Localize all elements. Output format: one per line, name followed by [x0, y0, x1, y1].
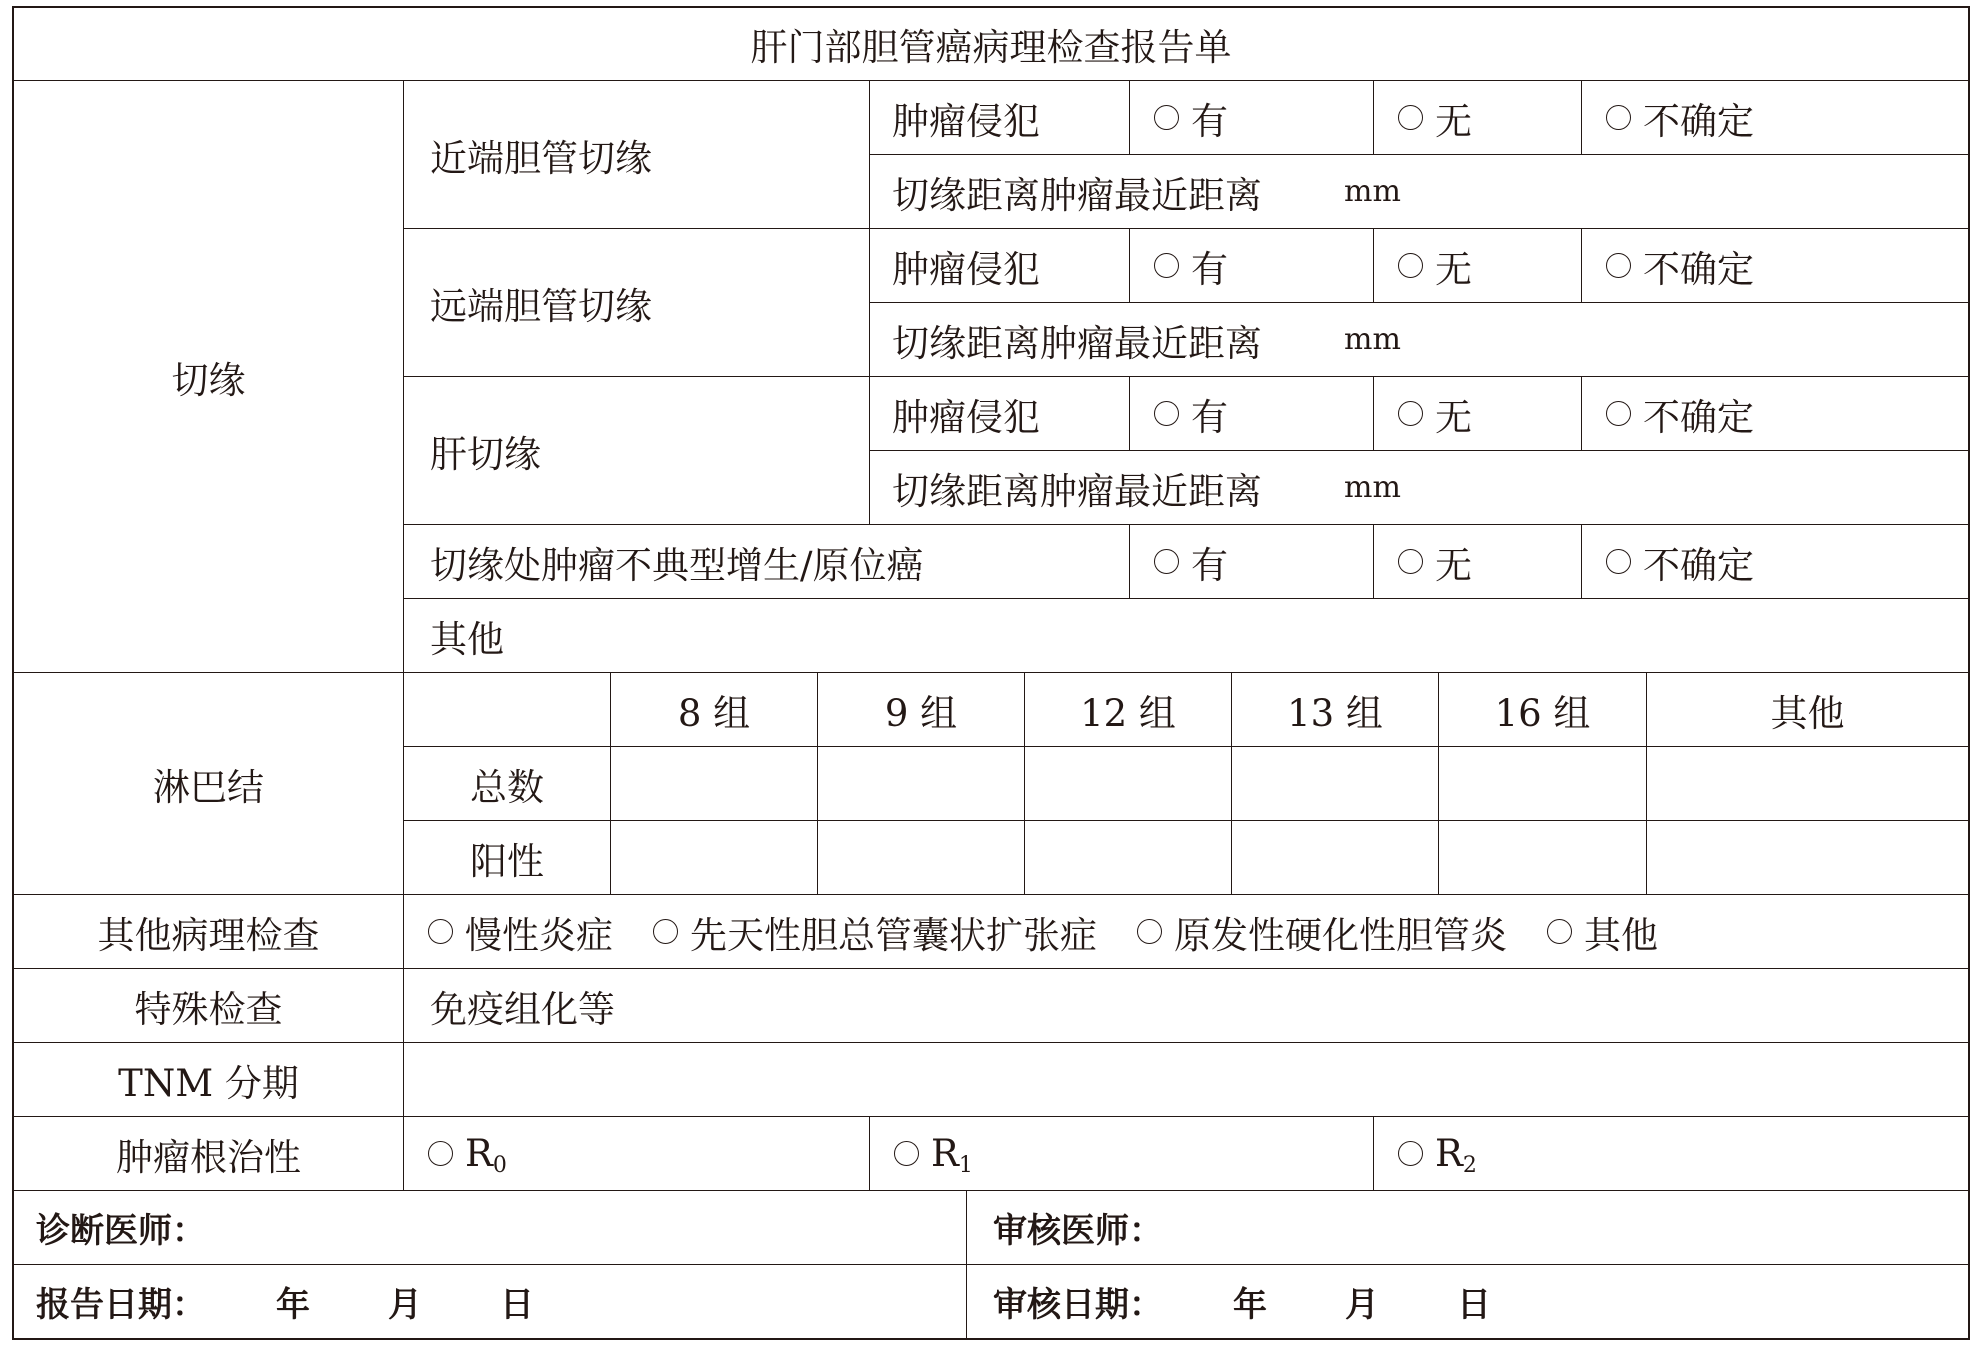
- radio-circle-icon[interactable]: [1398, 253, 1423, 278]
- liver-distance-row: [870, 451, 1968, 525]
- special-exam-value[interactable]: [404, 969, 1968, 1043]
- lymph-total-cell[interactable]: [818, 747, 1025, 821]
- special-exam-label: [14, 969, 404, 1043]
- option-label: 无: [1435, 543, 1472, 587]
- distal-invasion-label: [870, 229, 1130, 303]
- radio-circle-icon[interactable]: [1398, 401, 1423, 426]
- lymph-group-header: [1232, 673, 1439, 747]
- lymph-row-total-label: [404, 747, 611, 821]
- option-label: [1435, 1132, 1477, 1178]
- proximal-margin-label: [404, 81, 870, 229]
- proximal-invasion-text: 肿瘤侵犯: [892, 99, 1040, 143]
- option-label: 无: [1435, 395, 1472, 439]
- radical-r0-option[interactable]: [404, 1117, 870, 1191]
- option-label: [465, 1132, 507, 1178]
- report-title-text: 肝门部胆管癌病理检查报告单: [750, 26, 1232, 69]
- r-subscript: 0: [492, 1153, 507, 1178]
- proximal-distance-row: [870, 155, 1968, 229]
- radio-circle-icon[interactable]: [428, 1141, 453, 1166]
- review-date-field[interactable]: [967, 1265, 1968, 1338]
- distal-margin-text: 远端胆管切缘: [430, 284, 652, 328]
- month-label: 月: [388, 1285, 422, 1325]
- proximal-no-option[interactable]: [1374, 81, 1582, 155]
- special-exam-text: 特殊检查: [134, 987, 283, 1031]
- radio-circle-icon[interactable]: [1606, 549, 1631, 574]
- tnm-label-text: TNM 分期: [118, 1061, 299, 1105]
- dysplasia-label: [404, 525, 1130, 599]
- option-label: 有: [1191, 99, 1228, 143]
- diagnosing-doctor-field[interactable]: [14, 1191, 967, 1265]
- lymph-header-blank: [404, 673, 611, 747]
- choledochal-cyst-option[interactable]: [653, 905, 1097, 959]
- radio-circle-icon[interactable]: [1154, 401, 1179, 426]
- proximal-distance-unit: mm: [1344, 174, 1401, 209]
- radio-circle-icon[interactable]: [1154, 549, 1179, 574]
- pathology-report-form: [12, 6, 1970, 1340]
- dysplasia-uncertain-option[interactable]: [1582, 525, 1968, 599]
- tnm-label: [14, 1043, 404, 1117]
- dysplasia-text: 切缘处肿瘤不典型增生/原位癌: [430, 543, 924, 587]
- liver-invasion-label: [870, 377, 1130, 451]
- option-label: 不确定: [1643, 543, 1754, 587]
- radio-circle-icon[interactable]: [1606, 401, 1631, 426]
- lymph-positive-cell[interactable]: [611, 821, 818, 895]
- liver-margin-label: [404, 377, 870, 525]
- lymph-total-cell[interactable]: [1439, 747, 1647, 821]
- distal-distance-unit: mm: [1344, 322, 1401, 357]
- lymph-group-label: 16 组: [1494, 691, 1591, 735]
- radical-r1-option[interactable]: [870, 1117, 1374, 1191]
- special-exam-value-text: 免疫组化等: [430, 987, 615, 1031]
- radio-circle-icon[interactable]: [428, 919, 453, 944]
- option-label: 原发性硬化性胆管炎: [1174, 913, 1507, 957]
- reviewing-doctor-label: 审核医师：: [993, 1211, 1163, 1251]
- review-date-label: 审核日期：: [993, 1285, 1163, 1325]
- lymph-positive-cell[interactable]: [1232, 821, 1439, 895]
- radio-circle-icon[interactable]: [1154, 105, 1179, 130]
- other-pathology-options: [404, 895, 1968, 969]
- option-label: 不确定: [1643, 99, 1754, 143]
- lymph-total-cell[interactable]: [611, 747, 818, 821]
- option-label: 不确定: [1643, 247, 1754, 291]
- report-title: [14, 8, 1968, 81]
- lymph-total-cell[interactable]: [1232, 747, 1439, 821]
- diagnosing-doctor-label: 诊断医师：: [36, 1211, 206, 1251]
- dysplasia-yes-option[interactable]: [1130, 525, 1374, 599]
- distal-no-option[interactable]: [1374, 229, 1582, 303]
- liver-margin-text: 肝切缘: [430, 432, 541, 476]
- lymph-group-label: 13 组: [1287, 691, 1383, 735]
- distal-invasion-text: 肿瘤侵犯: [892, 247, 1040, 291]
- option-label: 有: [1191, 247, 1228, 291]
- margin-label: [14, 81, 404, 673]
- r-letter: R: [931, 1132, 959, 1175]
- lymph-total-cell[interactable]: [1025, 747, 1232, 821]
- option-label: 慢性炎症: [465, 913, 613, 957]
- proximal-distance-text: 切缘距离肿瘤最近距离: [892, 173, 1262, 217]
- radical-label: [14, 1117, 404, 1191]
- lymph-group-label: 其他: [1770, 691, 1845, 735]
- r-subscript: 1: [958, 1153, 973, 1178]
- radio-circle-icon[interactable]: [894, 1141, 919, 1166]
- distal-yes-option[interactable]: [1130, 229, 1374, 303]
- distal-margin-label: [404, 229, 870, 377]
- option-label: [931, 1132, 973, 1178]
- distal-distance-text: 切缘距离肿瘤最近距离: [892, 321, 1262, 365]
- option-label: 不确定: [1643, 395, 1754, 439]
- radio-circle-icon[interactable]: [1398, 105, 1423, 130]
- radio-circle-icon[interactable]: [1398, 1141, 1423, 1166]
- liver-no-option[interactable]: [1374, 377, 1582, 451]
- lymph-group-header: [1025, 673, 1232, 747]
- lymph-total-cell[interactable]: [1647, 747, 1968, 821]
- liver-distance-unit: mm: [1344, 470, 1401, 505]
- margin-label-text: 切缘: [171, 358, 246, 402]
- other-pathology-label: [14, 895, 404, 969]
- other-pathology-text: 其他病理检查: [97, 913, 320, 957]
- lymph-positive-cell[interactable]: [818, 821, 1025, 895]
- liver-invasion-text: 肿瘤侵犯: [892, 395, 1040, 439]
- proximal-uncertain-option[interactable]: [1582, 81, 1968, 155]
- lymph-group-label: 9 组: [884, 691, 958, 735]
- distal-uncertain-option[interactable]: [1582, 229, 1968, 303]
- option-label: 其他: [1584, 913, 1658, 957]
- lymph-positive-cell[interactable]: [1647, 821, 1968, 895]
- radio-circle-icon[interactable]: [1137, 919, 1162, 944]
- margin-other-row[interactable]: [404, 599, 1968, 673]
- option-label: 有: [1191, 395, 1228, 439]
- radio-circle-icon[interactable]: [1606, 105, 1631, 130]
- option-label: 先天性胆总管囊状扩张症: [690, 913, 1097, 957]
- radical-label-text: 肿瘤根治性: [116, 1135, 301, 1179]
- lymph-positive-cell[interactable]: [1025, 821, 1232, 895]
- distal-distance-row: [870, 303, 1968, 377]
- proximal-margin-text: 近端胆管切缘: [430, 136, 652, 180]
- primary-sclerosing-cholangitis-option[interactable]: [1137, 905, 1507, 959]
- radio-circle-icon[interactable]: [1154, 253, 1179, 278]
- lymph-row-label: 阳性: [470, 839, 544, 883]
- lymph-row-positive-label: [404, 821, 611, 895]
- year-label: 年: [276, 1285, 310, 1325]
- day-label: 日: [500, 1285, 534, 1325]
- lymph-group-label: 12 组: [1080, 691, 1176, 735]
- r-letter: R: [465, 1132, 493, 1175]
- report-date-label: 报告日期：: [36, 1285, 206, 1325]
- year-label: 年: [1233, 1285, 1267, 1325]
- lymph-positive-cell[interactable]: [1439, 821, 1647, 895]
- margin-other-text: 其他: [430, 617, 504, 661]
- radio-circle-icon[interactable]: [653, 919, 678, 944]
- report-date-field[interactable]: [14, 1265, 967, 1338]
- dysplasia-no-option[interactable]: [1374, 525, 1582, 599]
- chronic-inflammation-option[interactable]: [428, 905, 613, 959]
- proximal-invasion-label: [870, 81, 1130, 155]
- radio-circle-icon[interactable]: [1606, 253, 1631, 278]
- lymph-label: [14, 673, 404, 895]
- proximal-yes-option[interactable]: [1130, 81, 1374, 155]
- reviewing-doctor-field[interactable]: [967, 1191, 1968, 1265]
- liver-yes-option[interactable]: [1130, 377, 1374, 451]
- lymph-group-label: 8 组: [677, 691, 751, 735]
- liver-distance-text: 切缘距离肿瘤最近距离: [892, 469, 1262, 513]
- radio-circle-icon[interactable]: [1547, 919, 1572, 944]
- month-label: 月: [1345, 1285, 1379, 1325]
- lymph-group-header: [1647, 673, 1968, 747]
- day-label: 日: [1457, 1285, 1491, 1325]
- r-subscript: 2: [1462, 1153, 1477, 1178]
- option-label: 无: [1435, 247, 1472, 291]
- option-label: 有: [1191, 543, 1228, 587]
- tnm-value[interactable]: [404, 1043, 1968, 1117]
- lymph-label-text: 淋巴结: [153, 765, 264, 809]
- option-label: 无: [1435, 99, 1472, 143]
- radical-r2-option[interactable]: [1374, 1117, 1968, 1191]
- other-pathology-other-option[interactable]: [1547, 905, 1658, 959]
- lymph-group-header: [818, 673, 1025, 747]
- liver-uncertain-option[interactable]: [1582, 377, 1968, 451]
- r-letter: R: [1435, 1132, 1463, 1175]
- radio-circle-icon[interactable]: [1398, 549, 1423, 574]
- lymph-group-header: [1439, 673, 1647, 747]
- lymph-row-label: 总数: [470, 765, 544, 809]
- lymph-group-header: [611, 673, 818, 747]
